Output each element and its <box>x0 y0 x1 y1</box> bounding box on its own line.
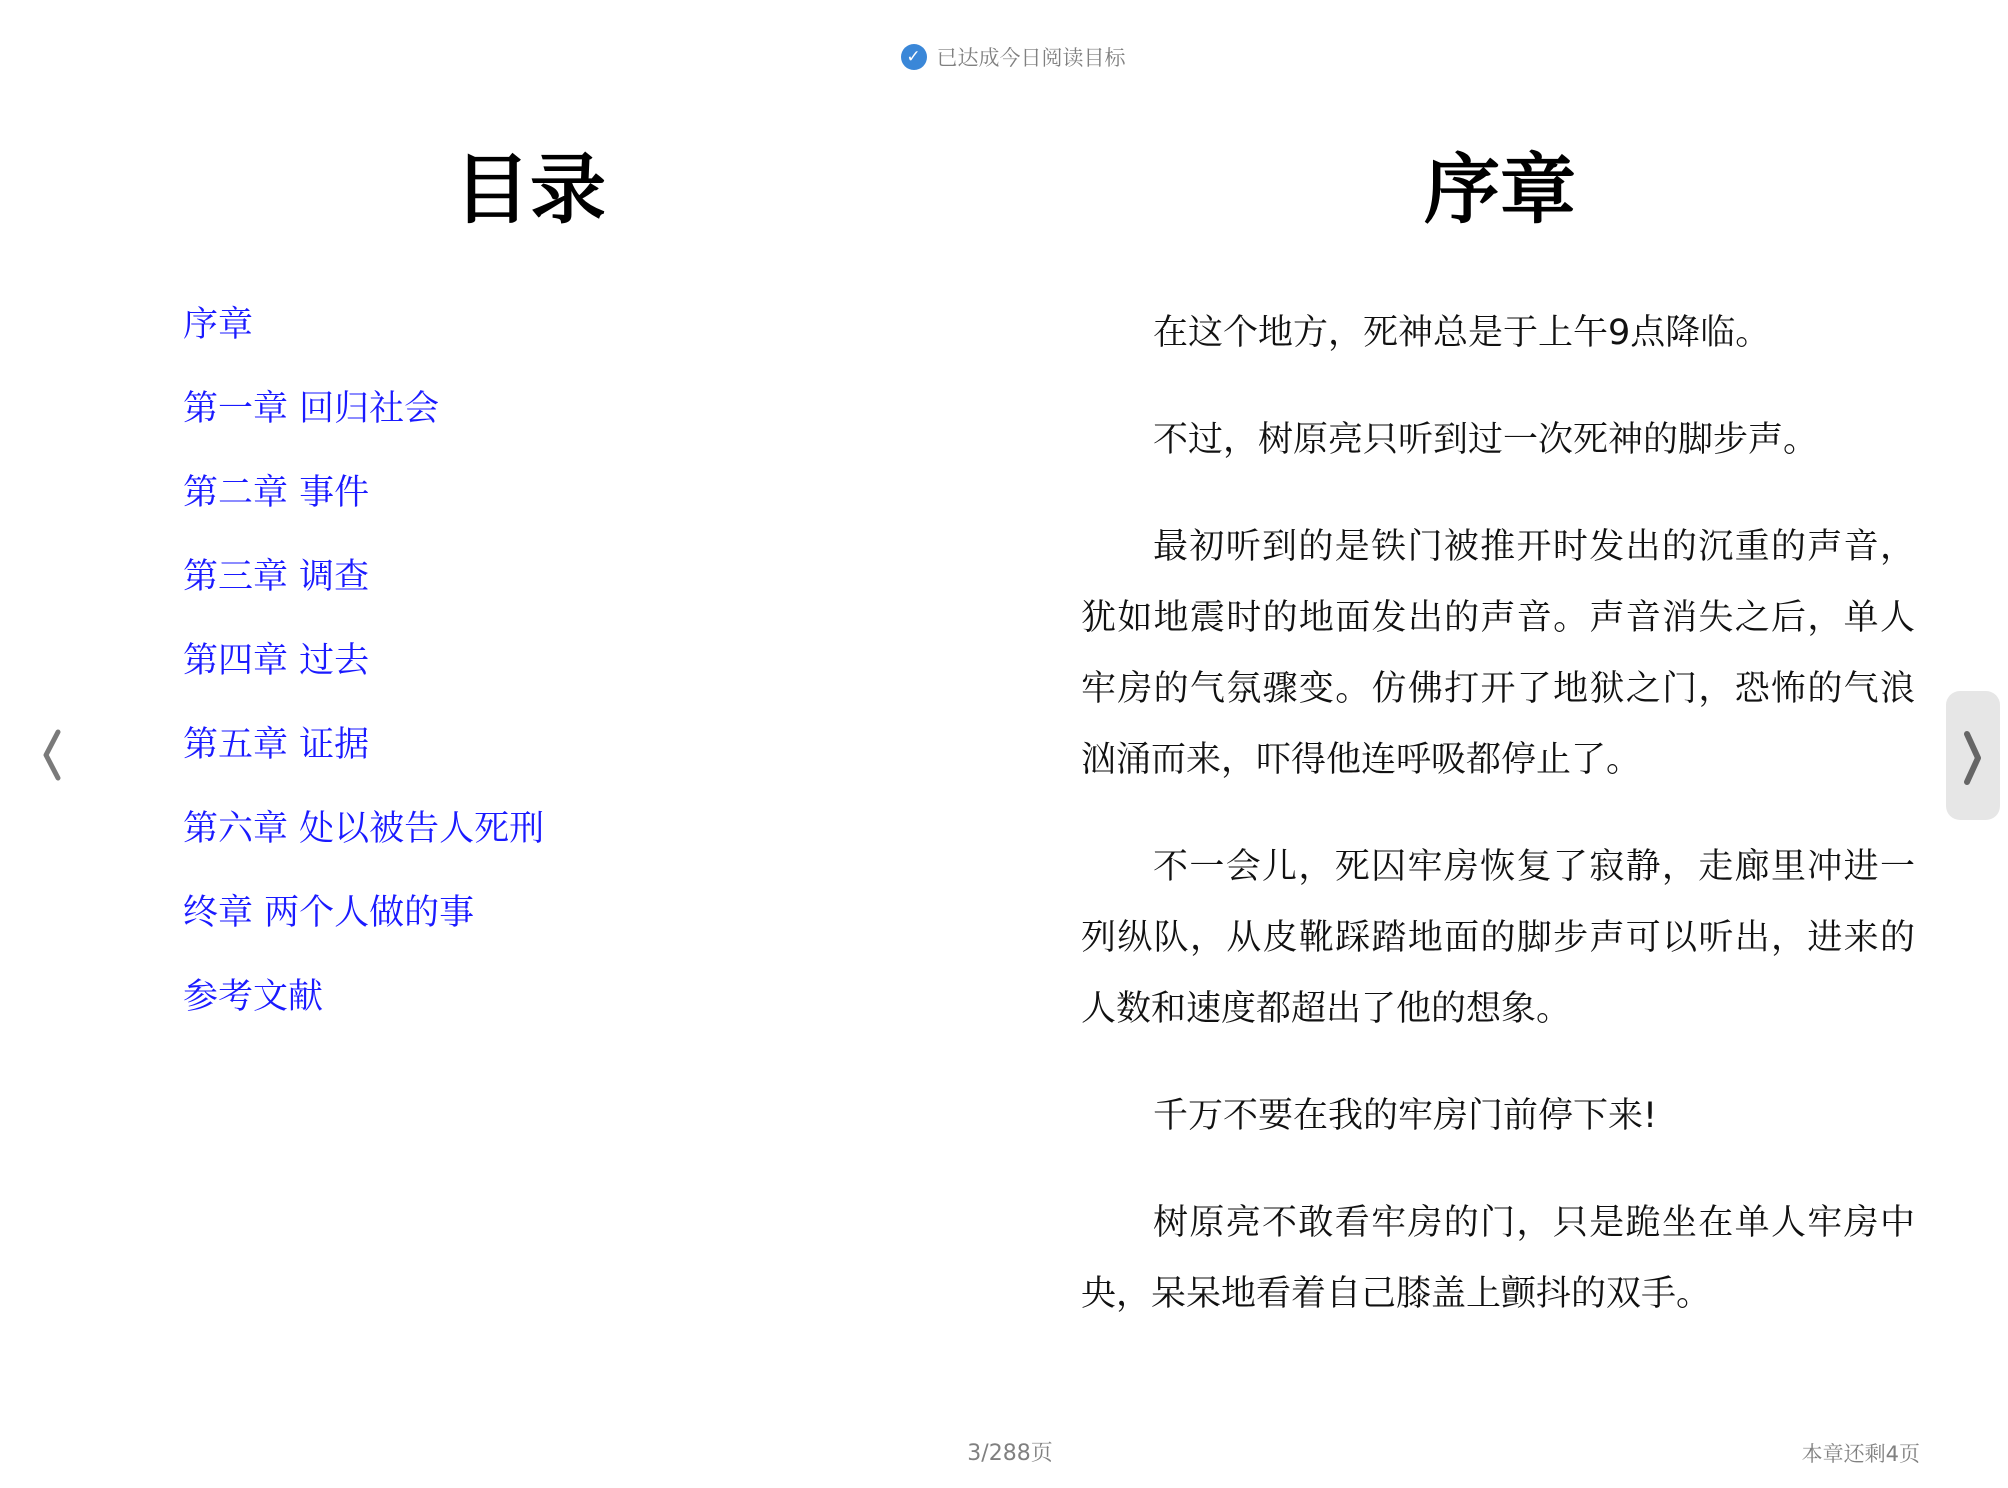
toc-item[interactable]: 第一章 回归社会 <box>183 389 440 429</box>
chevron-left-icon <box>36 720 66 790</box>
chapter-remaining: 本章还剩4页 <box>1801 1442 1920 1466</box>
paragraph: 不过，树原亮只听到过一次死神的脚步声。 <box>1153 420 1819 460</box>
toc-list <box>183 300 544 1056</box>
paragraph: 树原亮不敢看牢房的门，只是跪坐在单人牢房中央，呆呆地看着自己膝盖上颤抖的双手。 <box>1081 1203 1915 1314</box>
chapter-content <box>1081 298 1915 1366</box>
paragraph: 在这个地方，死神总是于上午9点降临。 <box>1153 313 1771 353</box>
goal-text: 已达成今日阅读目标 <box>936 46 1126 70</box>
toc-item[interactable]: 参考文献 <box>183 977 324 1017</box>
chapter-title: 序章 <box>1424 145 1576 234</box>
toc-title: 目录 <box>454 145 606 234</box>
toc-item[interactable]: 第二章 事件 <box>183 473 370 513</box>
paragraph: 最初听到的是铁门被推开时发出的沉重的声音，犹如地震时的地面发出的声音。声音消失之后，单人牢房的气氛骤变。仿佛打开了地狱之门，恐怖的气浪汹涌而来，吓得他连呼吸都停止了。 <box>1081 527 1915 780</box>
toc-item[interactable]: 第六章 处以被告人死刑 <box>183 809 545 849</box>
reading-goal-banner <box>0 42 2008 72</box>
toc-item[interactable]: 序章 <box>183 305 254 345</box>
page-indicator: 3/288页 <box>967 1441 1053 1466</box>
toc-item[interactable]: 第三章 调查 <box>183 557 370 597</box>
paragraph: 千万不要在我的牢房门前停下来! <box>1153 1096 1658 1136</box>
next-page-button[interactable] <box>1946 691 2000 820</box>
chevron-right-icon <box>1961 729 1985 785</box>
toc-item[interactable]: 第五章 证据 <box>183 725 370 765</box>
toc-item[interactable]: 终章 两个人做的事 <box>183 893 475 933</box>
check-circle-icon: ✓ <box>901 44 927 70</box>
prev-page-button[interactable] <box>36 720 66 790</box>
toc-item[interactable]: 第四章 过去 <box>183 641 370 681</box>
paragraph: 不一会儿，死囚牢房恢复了寂静，走廊里冲进一列纵队，从皮靴踩踏地面的脚步声可以听出，进来的人数和速度都超出了他的想象。 <box>1081 847 1915 1029</box>
